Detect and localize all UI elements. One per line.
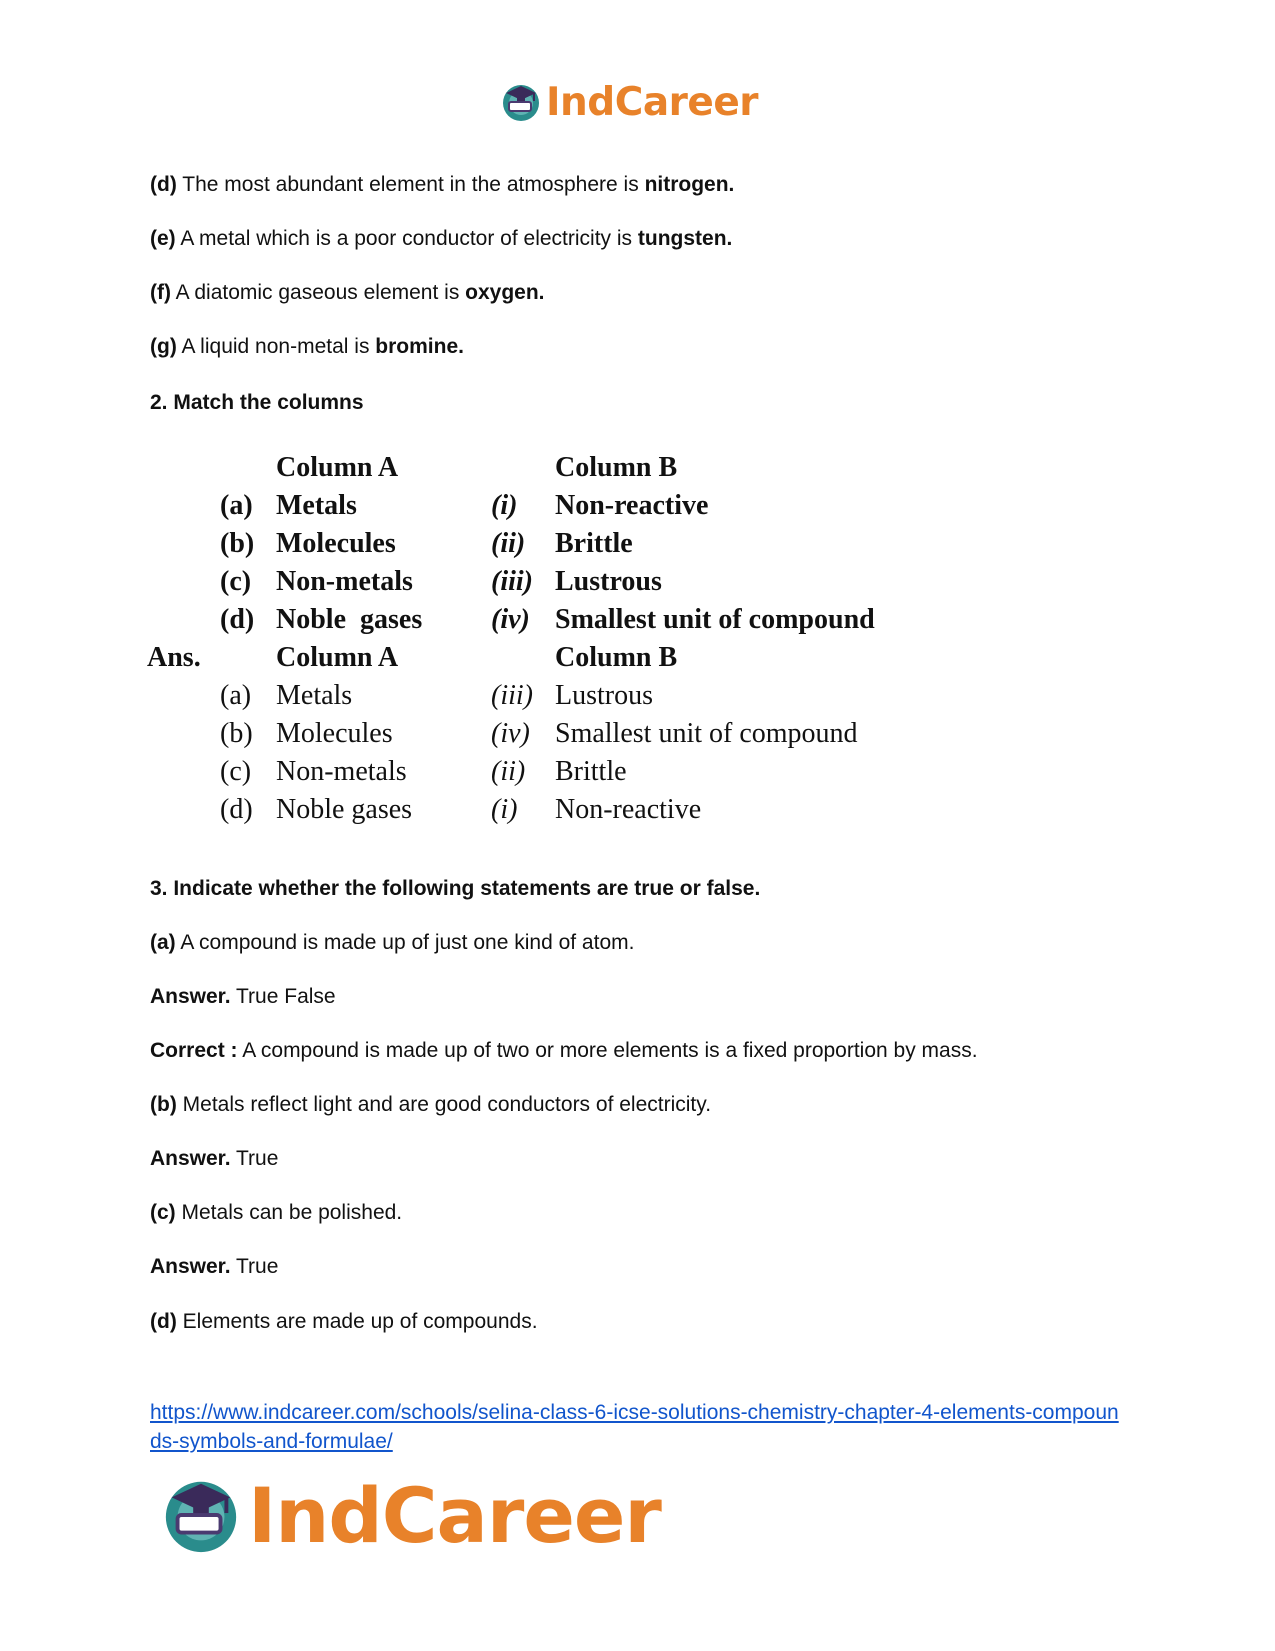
column-b-item: Smallest unit of compound	[555, 604, 875, 635]
statement-f	[150, 280, 545, 306]
column-b-item: Brittle	[555, 528, 633, 559]
answer-text: True False	[230, 985, 336, 1008]
statement-text: A compound is made up of just one kind of atom.	[175, 931, 635, 954]
answer-label: Ans.	[147, 642, 201, 673]
column-a-header: Column A	[276, 642, 399, 673]
column-a-item: Noble gases	[276, 794, 413, 825]
statement-answer: oxygen.	[465, 281, 545, 304]
row-letter: (d)	[220, 604, 255, 635]
statement-text: A diatomic gaseous element is	[170, 281, 466, 304]
row-letter: (b)	[220, 528, 255, 559]
column-b-header: Column B	[555, 642, 678, 673]
column-a-item: Metals	[276, 490, 357, 521]
statement-label: (b)	[150, 1093, 177, 1116]
column-a-item: Noble gases	[276, 604, 423, 635]
row-numeral: (iv)	[491, 604, 530, 635]
q3-statement-d	[150, 1309, 538, 1335]
statement-label: (e)	[150, 227, 176, 250]
statement-label: (a)	[150, 931, 176, 954]
column-b-item: Lustrous	[555, 680, 653, 711]
correct-label: Correct :	[150, 1039, 238, 1062]
column-a-item: Non-metals	[276, 566, 413, 597]
row-letter: (d)	[220, 794, 253, 825]
answer-label: Answer.	[150, 1255, 231, 1278]
row-letter: (b)	[220, 718, 253, 749]
row-letter: (c)	[220, 756, 252, 787]
logo-wordmark: IndCareer	[248, 1470, 661, 1560]
column-b-item: Non-reactive	[555, 794, 702, 825]
q3-answer-c	[150, 1254, 278, 1280]
answer-label: Answer.	[150, 985, 231, 1008]
row-letter: (a)	[220, 680, 252, 711]
answer-text: True	[230, 1147, 279, 1170]
logo-wordmark: IndCareer	[546, 79, 758, 125]
statement-text: Metals reflect light and are good conductors of electricity.	[176, 1093, 712, 1116]
statement-answer: nitrogen.	[644, 173, 735, 196]
statement-answer: bromine.	[375, 335, 464, 358]
row-numeral: (i)	[491, 490, 518, 521]
row-numeral: (i)	[491, 794, 518, 825]
statement-text: Metals can be polished.	[175, 1201, 403, 1224]
statement-text: The most abundant element in the atmosphere is	[176, 173, 645, 196]
question-title: 2. Match the columns	[150, 391, 364, 414]
q3-statement-c	[150, 1200, 402, 1226]
row-letter: (c)	[220, 566, 252, 597]
statement-d	[150, 172, 734, 198]
column-a-item: Non-metals	[276, 756, 407, 787]
statement-label: (d)	[150, 1310, 177, 1333]
row-numeral: (iv)	[491, 718, 530, 749]
q3-statement-b	[150, 1092, 711, 1118]
column-b-item: Non-reactive	[555, 490, 709, 521]
statement-g	[150, 334, 464, 360]
footer-logo	[160, 1470, 661, 1560]
row-numeral: (ii)	[491, 528, 526, 559]
statement-e	[150, 226, 732, 252]
column-a-item: Metals	[276, 680, 353, 711]
q3-answer-a	[150, 984, 336, 1010]
header-logo	[500, 78, 758, 126]
question-3-heading	[150, 876, 760, 902]
statement-text: Elements are made up of compounds.	[176, 1310, 538, 1333]
statement-text: A metal which is a poor conductor of electricity is	[175, 227, 638, 250]
q3-statement-a	[150, 930, 634, 956]
question-title: 3. Indicate whether the following statements are true or false.	[150, 877, 761, 900]
statement-answer: tungsten.	[637, 227, 733, 250]
answer-text: True	[230, 1255, 279, 1278]
column-b-item: Lustrous	[555, 566, 662, 597]
correct-text: A compound is made up of two or more elements is a fixed proportion by mass.	[237, 1039, 978, 1062]
row-letter: (a)	[220, 490, 253, 521]
graduation-globe-icon	[160, 1474, 242, 1556]
column-b-item: Brittle	[555, 756, 627, 787]
statement-text: A liquid non-metal is	[176, 335, 376, 358]
q3-correction-a	[150, 1038, 978, 1064]
row-numeral: (ii)	[491, 756, 526, 787]
column-a-item: Molecules	[276, 718, 393, 749]
q3-answer-b	[150, 1146, 278, 1172]
answer-label: Answer.	[150, 1147, 231, 1170]
match-columns-table	[147, 452, 910, 852]
column-b-item: Smallest unit of compound	[555, 718, 858, 749]
statement-label: (f)	[150, 281, 171, 304]
row-numeral: (iii)	[491, 680, 533, 711]
row-numeral: (iii)	[491, 566, 533, 597]
statement-label: (g)	[150, 335, 177, 358]
source-link[interactable]: https://www.indcareer.com/schools/selina-class-6-icse-solutions-chemistry-chapter-4-elements-compounds-symbols-and-formulae/	[150, 1401, 1119, 1453]
statement-label: (c)	[150, 1201, 176, 1224]
graduation-globe-icon	[500, 81, 542, 123]
statement-label: (d)	[150, 173, 177, 196]
column-a-header: Column A	[276, 452, 399, 483]
column-b-header: Column B	[555, 452, 678, 483]
question-2-heading	[150, 390, 364, 416]
column-a-item: Molecules	[276, 528, 396, 559]
